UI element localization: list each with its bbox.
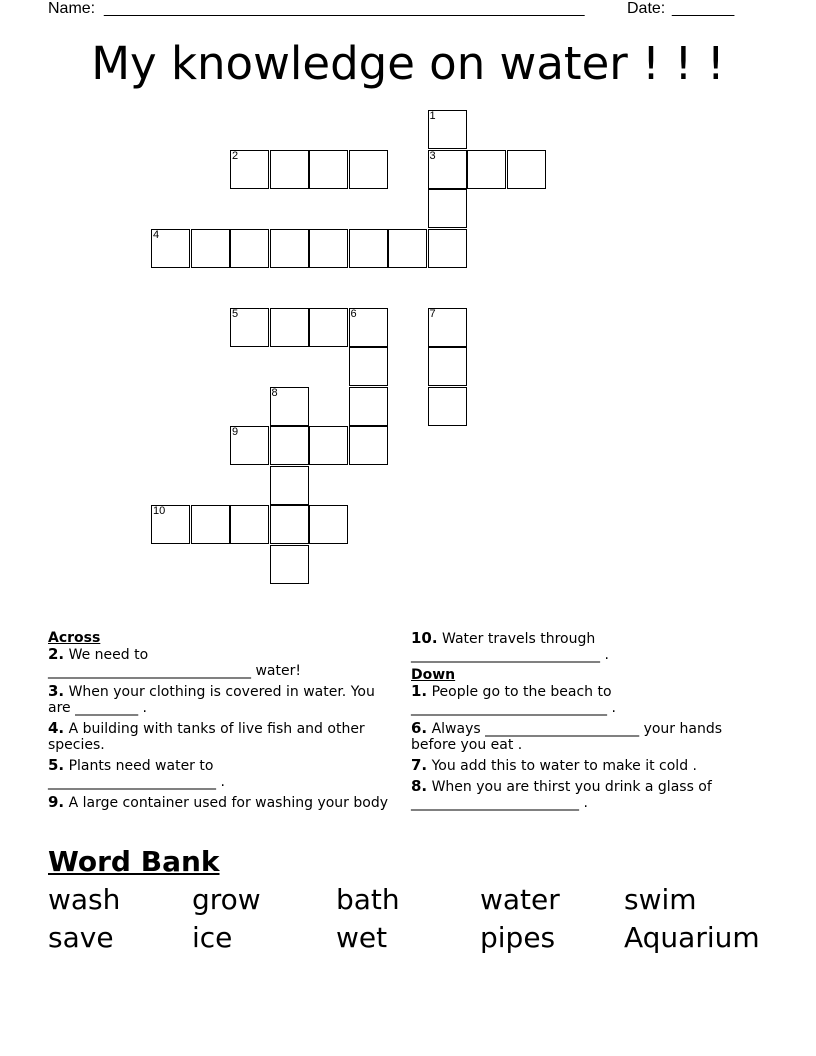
clue-number-label: 2: [232, 149, 239, 162]
answer-blank[interactable]: _____________________________ water!: [48, 663, 301, 679]
crossword-cell[interactable]: [270, 150, 309, 189]
clue-number: 8.: [411, 777, 428, 795]
clue-number-label: 10: [153, 505, 166, 517]
crossword-cell[interactable]: [230, 308, 269, 347]
crossword-cell[interactable]: [428, 387, 467, 426]
crossword-cell[interactable]: [270, 426, 309, 465]
crossword-cell[interactable]: [467, 150, 506, 189]
crossword-cell[interactable]: [191, 229, 230, 268]
crossword-cell[interactable]: [309, 505, 348, 544]
crossword-cell[interactable]: [428, 229, 467, 268]
word-bank-heading: Word Bank: [48, 845, 220, 878]
name-line[interactable]: ______________________________________________________: [104, 0, 585, 17]
clue-number: 9.: [48, 793, 65, 811]
crossword-cell[interactable]: [270, 387, 309, 426]
word-bank-word: grow: [192, 883, 261, 916]
clue-across-2: [48, 646, 388, 679]
crossword-cell[interactable]: [428, 347, 467, 386]
crossword-cell[interactable]: [507, 150, 546, 189]
clue-text: Water travels through: [442, 631, 596, 647]
across-clues: [48, 630, 388, 815]
crossword-cell[interactable]: [349, 308, 388, 347]
word-bank-word: wet: [336, 921, 388, 954]
crossword-cell[interactable]: [270, 229, 309, 268]
crossword-cell[interactable]: [270, 505, 309, 544]
across-heading: Across: [48, 630, 101, 646]
word-bank-word: ice: [192, 921, 233, 954]
down-heading: Down: [411, 667, 456, 683]
crossword-cell[interactable]: [309, 150, 348, 189]
date-line[interactable]: _______: [672, 0, 735, 17]
clue-down-8: [411, 778, 751, 811]
word-bank-word: wash: [48, 883, 121, 916]
crossword-cell[interactable]: [428, 308, 467, 347]
clue-number-label: 8: [271, 386, 278, 399]
crossword-cell[interactable]: [230, 229, 269, 268]
clue-number: 1.: [411, 682, 428, 700]
word-bank-word: water: [480, 883, 560, 916]
clue-text: A building with tanks of live fish and other species.: [48, 721, 365, 753]
clue-number-label: 6: [350, 307, 357, 320]
clue-number: 10.: [411, 629, 438, 647]
clue-down-7: [411, 757, 751, 774]
clue-number: 4.: [48, 719, 65, 737]
answer-blank[interactable]: ________________________ .: [48, 774, 225, 790]
crossword-cell[interactable]: [309, 308, 348, 347]
crossword-cell[interactable]: [349, 229, 388, 268]
word-bank-word: bath: [336, 883, 400, 916]
clue-number-label: 4: [153, 228, 160, 241]
clue-text: When your clothing is covered in water. You are _________ .: [48, 684, 375, 716]
clue-number: 7.: [411, 756, 428, 774]
clue-text: Always ______________________ your hands before you eat .: [411, 721, 723, 753]
crossword-cell[interactable]: [309, 229, 348, 268]
clue-across-9: [48, 794, 388, 811]
crossword-cell[interactable]: [191, 505, 230, 544]
crossword-cell[interactable]: [349, 387, 388, 426]
clue-number-label: 9: [232, 426, 239, 438]
down-clues: [411, 630, 751, 815]
clue-across-10: [411, 630, 751, 663]
crossword-cell[interactable]: [270, 545, 309, 584]
clue-across-4: [48, 720, 388, 753]
crossword-cell[interactable]: [428, 150, 467, 189]
clue-down-6: [411, 720, 751, 753]
crossword-cell[interactable]: [349, 426, 388, 465]
crossword-cell[interactable]: [270, 466, 309, 505]
clue-down-1: [411, 683, 751, 716]
crossword-cell[interactable]: [230, 426, 269, 465]
page-title: My knowledge on water ! ! !: [91, 37, 725, 90]
clue-number-label: 5: [232, 307, 239, 320]
clue-number: 5.: [48, 756, 65, 774]
answer-blank[interactable]: ____________________________ .: [411, 700, 616, 716]
clue-text: A large container used for washing your body: [68, 795, 389, 811]
clue-text: You add this to water to make it cold .: [431, 758, 697, 774]
crossword-cell[interactable]: [230, 505, 269, 544]
clue-number: 2.: [48, 645, 65, 663]
word-bank-word: save: [48, 921, 114, 954]
clue-number-label: 1: [429, 110, 436, 122]
clue-number: 3.: [48, 682, 65, 700]
date-label: Date:: [627, 0, 666, 17]
clue-across-5: [48, 757, 388, 790]
name-label: Name:: [48, 0, 96, 17]
clue-number-label: 7: [429, 307, 436, 320]
word-bank-word: pipes: [480, 921, 556, 954]
crossword-cell[interactable]: [230, 150, 269, 189]
crossword-cell[interactable]: [428, 110, 467, 149]
clue-text: People go to the beach to: [431, 684, 612, 700]
crossword-cell[interactable]: [309, 426, 348, 465]
clue-text: We need to: [68, 647, 149, 663]
crossword-cell[interactable]: [270, 308, 309, 347]
clue-text: When you are thirst you drink a glass of ________________________ .: [411, 779, 712, 811]
clue-across-3: [48, 683, 388, 716]
clue-number-label: 3: [429, 149, 436, 162]
clue-text: Plants need water to: [68, 758, 214, 774]
crossword-cell[interactable]: [151, 229, 190, 268]
crossword-cell[interactable]: [349, 347, 388, 386]
crossword-cell[interactable]: [428, 189, 467, 228]
crossword-cell[interactable]: [151, 505, 190, 544]
word-bank-word: swim: [624, 883, 697, 916]
crossword-cell[interactable]: [388, 229, 427, 268]
clue-number: 6.: [411, 719, 428, 737]
word-bank-word: Aquarium: [624, 921, 760, 954]
answer-blank[interactable]: ___________________________ .: [411, 647, 609, 663]
crossword-cell[interactable]: [349, 150, 388, 189]
